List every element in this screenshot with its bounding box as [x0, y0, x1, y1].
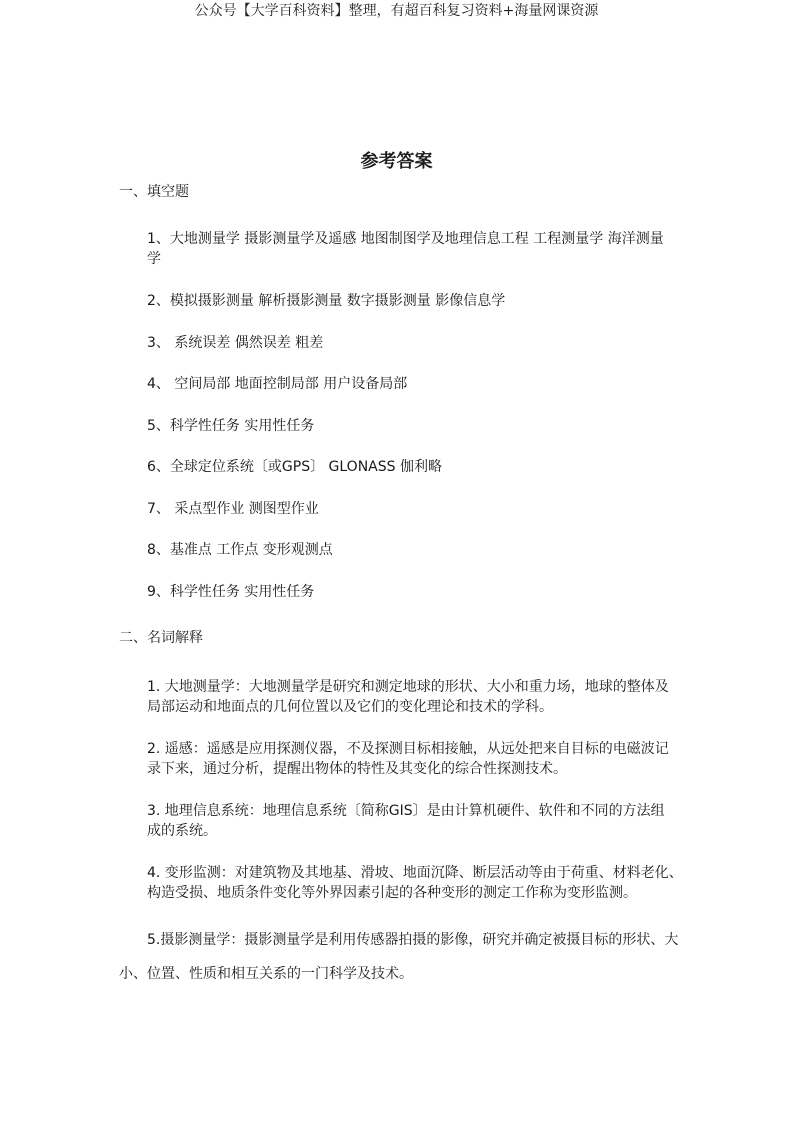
- term-item-2-line2: 录下来，通过分析，提醒出物体的特性及其变化的综合性探测技术。: [147, 761, 567, 777]
- answer-item-5: 5、科学性任务 实用性任务: [147, 418, 315, 434]
- term-item-2: [147, 739, 677, 779]
- term-item-5-line1: 5.摄影测量学：摄影测量学是利用传感器拍摄的影像，研究并确定被摄目标的形状、大: [147, 932, 679, 948]
- page-title: 参考答案: [360, 151, 433, 172]
- term-item-2-line1: 2. 遥感：遥感是应用探测仪器，不及探测目标相接触，从远处把来自目标的电磁波记: [147, 741, 669, 757]
- section-heading-terms: 二、名词解释: [119, 630, 203, 646]
- answer-item-1-line1: 1、大地测量学 摄影测量学及遥感 地图制图学及地理信息工程 工程测量学 海洋测量: [147, 231, 664, 247]
- term-item-3-line2: 成的系统。: [147, 823, 217, 839]
- answer-item-7: 7、 采点型作业 测图型作业: [147, 501, 319, 517]
- page-header: 公众号【大学百科资料】整理，有超百科复习资料+海量网课资源: [194, 3, 599, 19]
- term-item-4: [147, 863, 683, 903]
- answer-item-1: [147, 229, 677, 269]
- answer-item-1-line2: 学: [147, 251, 161, 267]
- answer-item-6: 6、全球定位系统〔或GPS〕 GLONASS 伽利略: [147, 459, 442, 475]
- answer-item-3: 3、 系统误差 偶然误差 粗差: [147, 335, 324, 351]
- answer-item-4: 4、 空间局部 地面控制局部 用户设备局部: [147, 376, 408, 392]
- term-item-1: [147, 677, 677, 717]
- term-item-4-line1: 4. 变形监测：对建筑物及其地基、滑坡、地面沉降、断层活动等由于荷重、材料老化、: [147, 865, 683, 881]
- section-heading-fill-in: 一、填空题: [119, 184, 189, 200]
- term-item-1-line1: 1. 大地测量学：大地测量学是研究和测定地球的形状、大小和重力场，地球的整体及: [147, 679, 669, 695]
- term-item-3: [147, 801, 677, 841]
- answer-item-2: 2、模拟摄影测量 解析摄影测量 数字摄影测量 影像信息学: [147, 293, 506, 309]
- answer-item-8: 8、基准点 工作点 变形观测点: [147, 542, 333, 558]
- term-item-5: [119, 930, 689, 984]
- term-item-1-line2: 局部运动和地面点的几何位置以及它们的变化理论和技术的学科。: [147, 699, 553, 715]
- term-item-3-line1: 3. 地理信息系统：地理信息系统〔简称GIS〕是由计算机硬件、软件和不同的方法组: [147, 803, 665, 819]
- term-item-5-line2: 小、位置、性质和相互关系的一门科学及技术。: [119, 966, 413, 982]
- term-item-4-line2: 构造受损、地质条件变化等外界因素引起的各种变形的测定工作称为变形监测。: [147, 885, 637, 901]
- answer-item-9: 9、科学性任务 实用性任务: [147, 584, 315, 600]
